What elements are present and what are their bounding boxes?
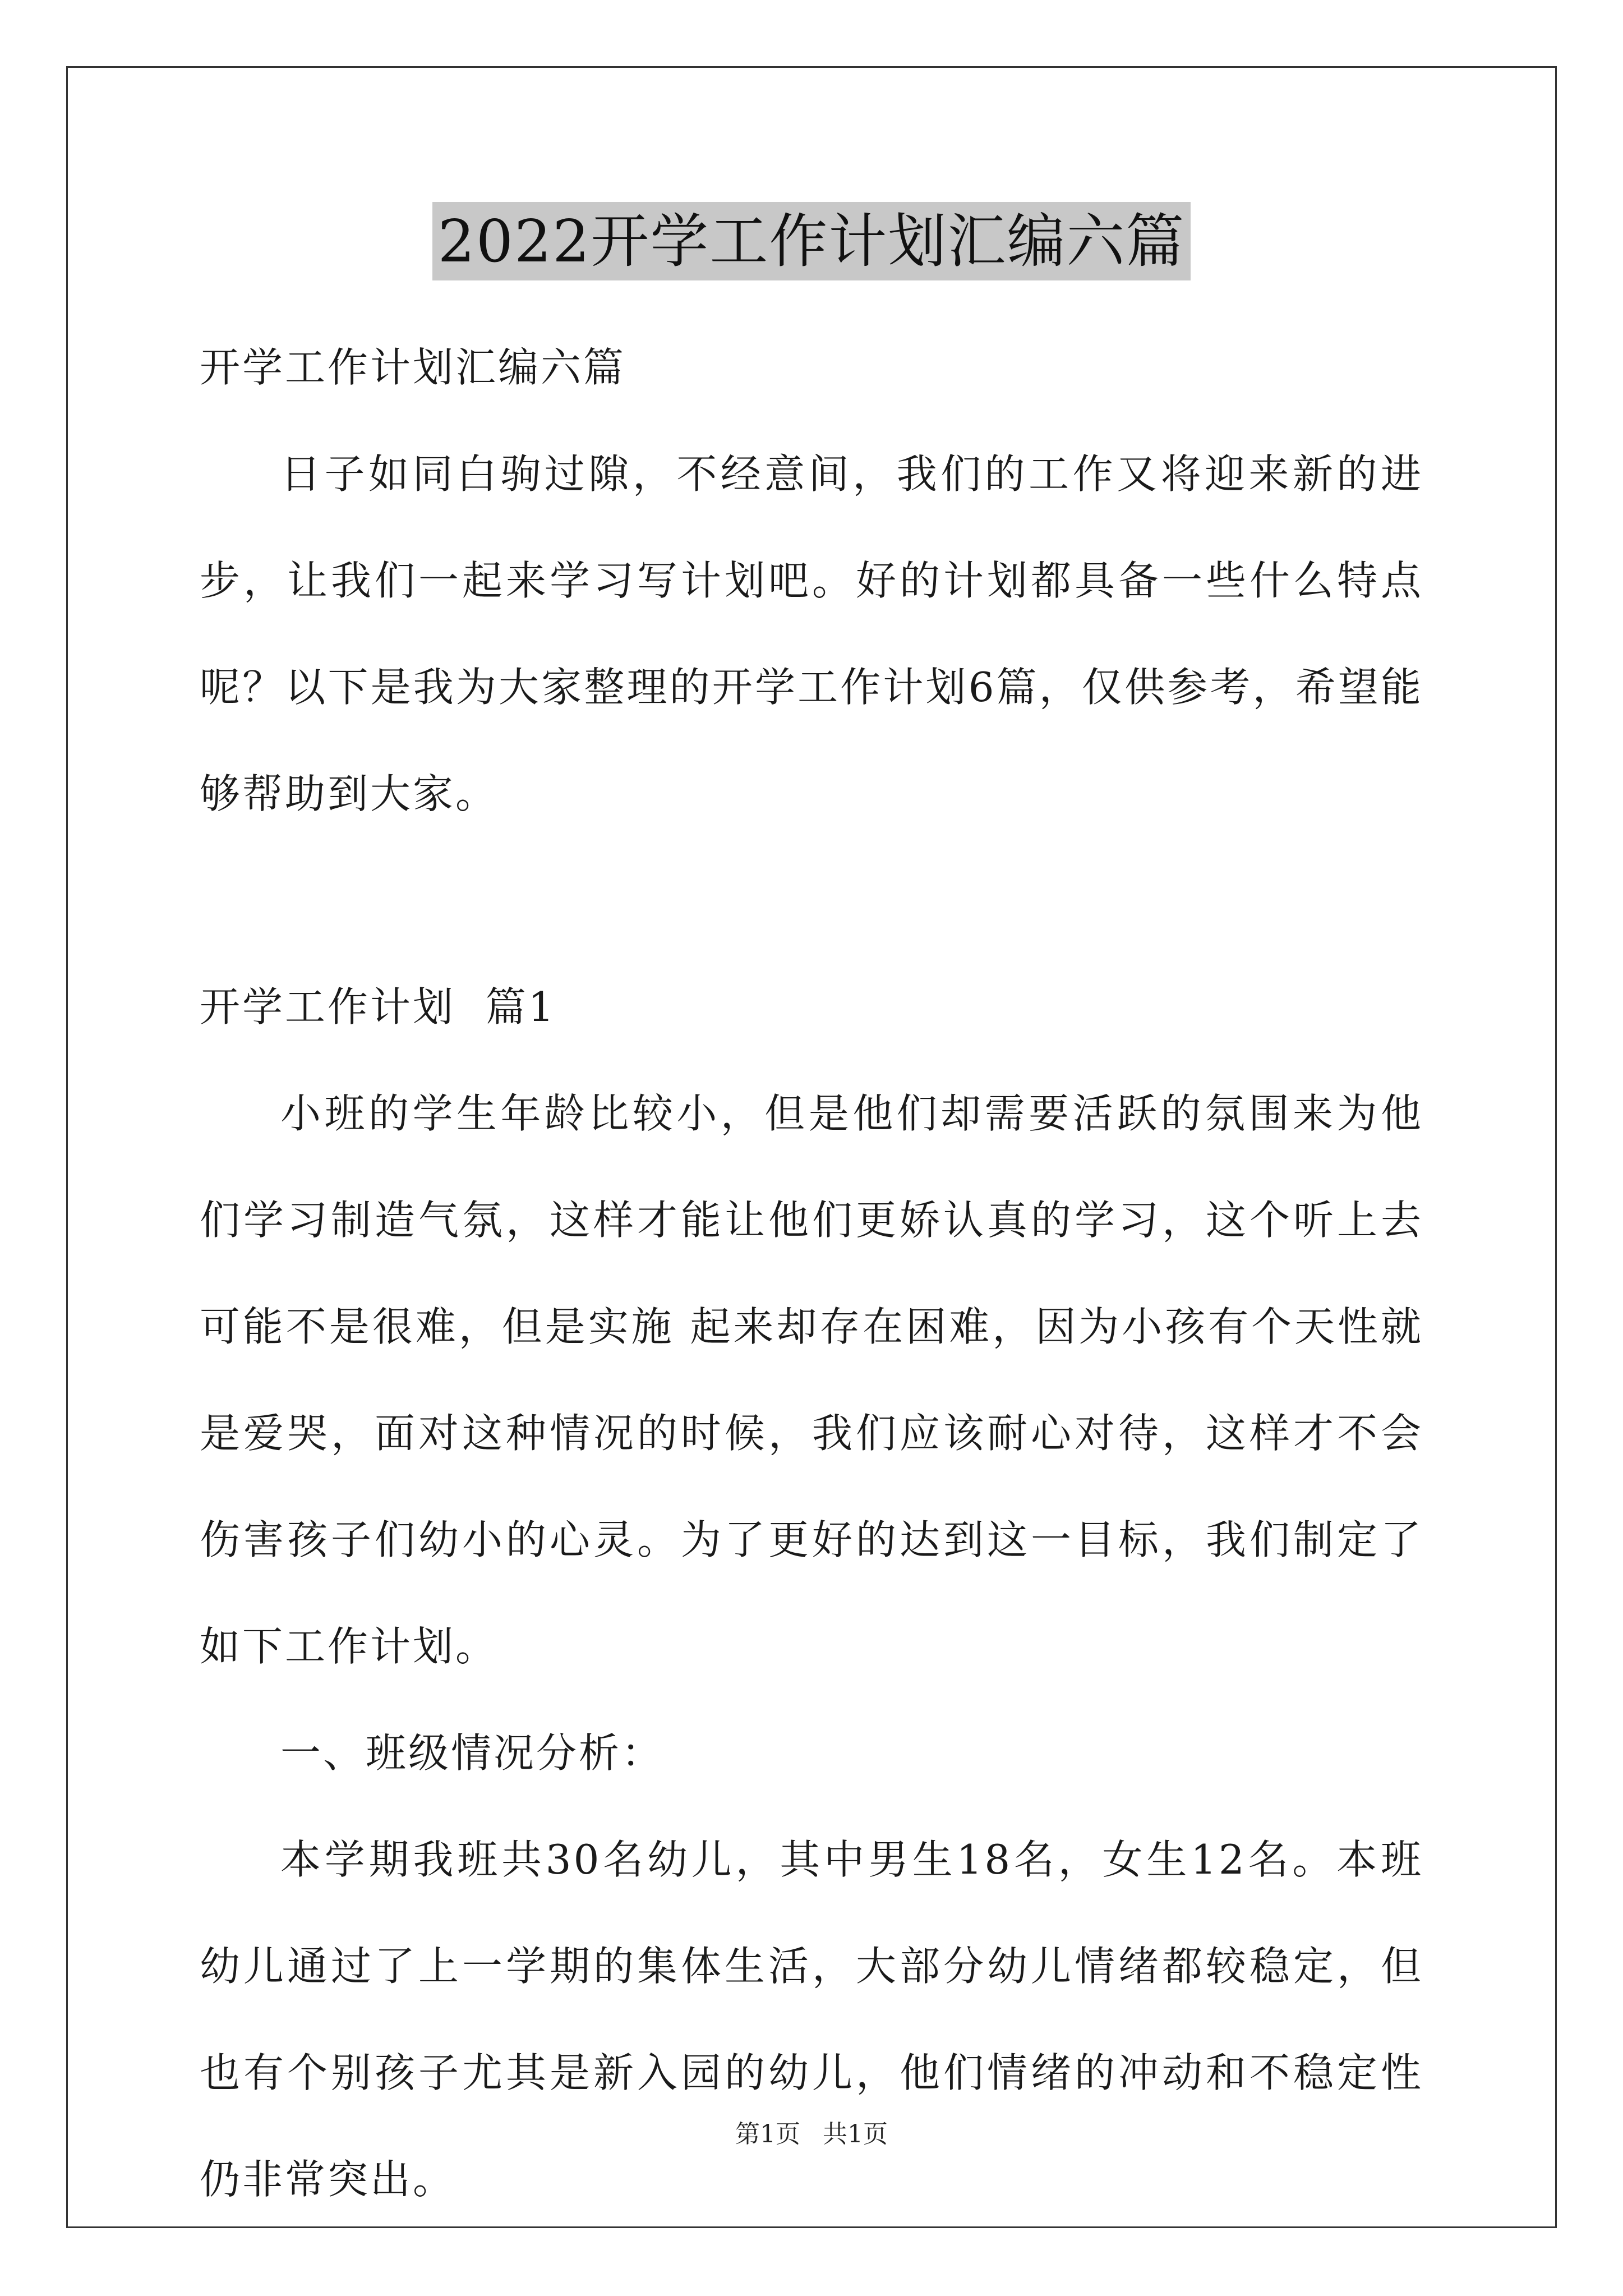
body-paragraph: 小班的学生年龄比较小，但是他们却需要活跃的氛围来为他们学习制造气氛，这样才能让他们更娇认真的学习，这个听上去可能不是很难，但是实施 起来却存在困难，因为小孩有个天性就是爱哭，面对这种情况的时候，我们应该耐心对待，这样才不会伤害孩子们幼小的心灵。为了更好的达到这一目标，我们制定了如下工作计划。 [200,1090,1423,1670]
page-number: 第1页 [735,2120,800,2148]
page-total: 共1页 [823,2120,888,2148]
section-heading: 开学工作计划 篇1 [200,983,556,1030]
subtitle: 开学工作计划汇编六篇 [200,344,626,391]
intro-paragraph: 日子如同白驹过隙，不经意间，我们的工作又将迎来新的进步，让我们一起来学习写计划吧。好的计划都具备一些什么特点呢？以下是我为大家整理的开学工作计划6篇，仅供参考，希望能够帮助到大家。 [200,450,1423,817]
document-title: 2022开学工作计划汇编六篇 [432,202,1191,280]
title-container [0,202,1623,280]
body-paragraph: 本学期我班共30名幼儿，其中男生18名，女生12名。本班幼儿通过了上一学期的集体生活，大部分幼儿情绪都较稳定，但也有个别孩子尤其是新入园的幼儿，他们情绪的冲动和不稳定性仍非常突出。 [200,1836,1423,2203]
page-footer [0,2118,1623,2151]
spacer [200,847,1423,954]
document-body [200,314,1423,2233]
item-heading: 一、班级情况分析： [280,1729,665,1777]
